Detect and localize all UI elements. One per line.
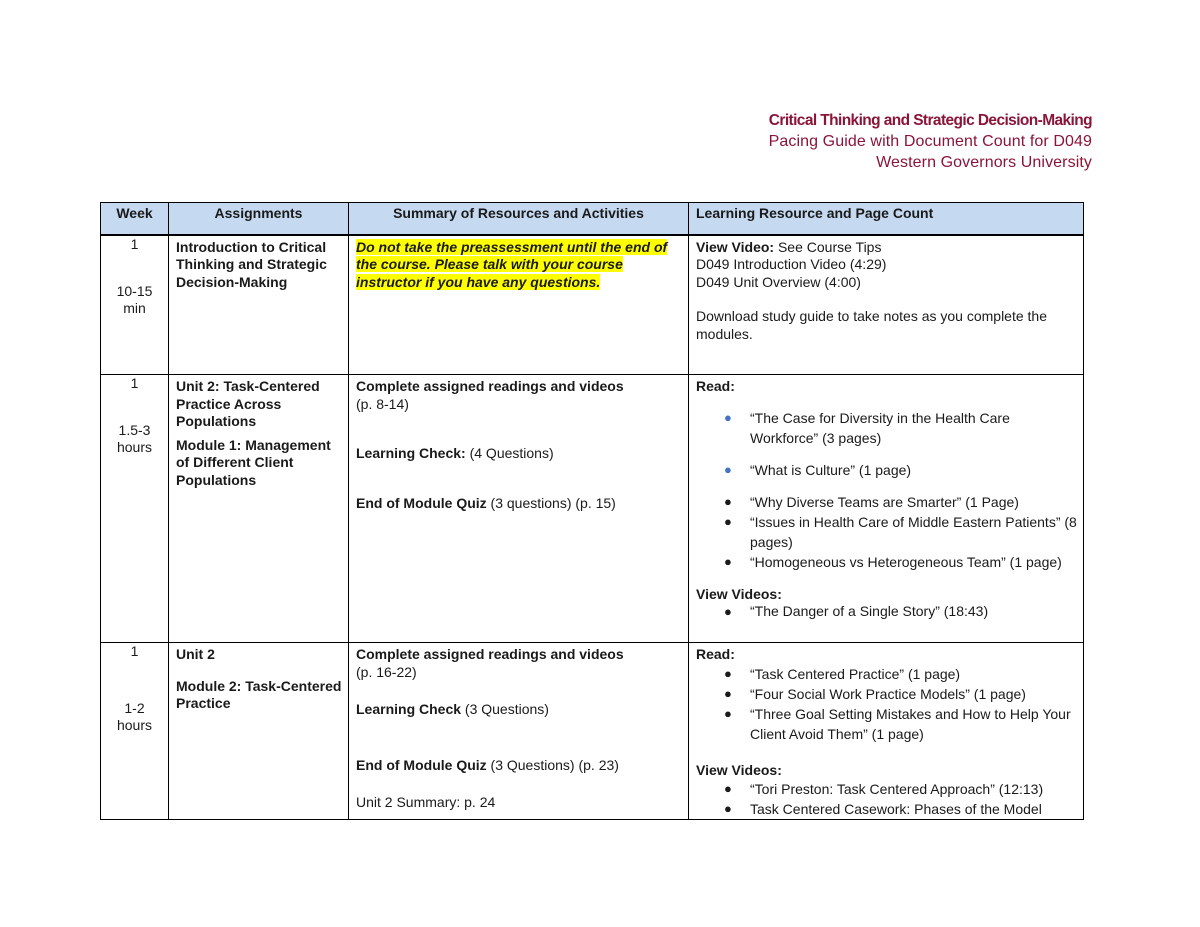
bullet-icon: ●: [724, 781, 732, 796]
list-item: ● Task Centered Casework: Phases of the Model: [724, 801, 1042, 817]
duration: 1-2 hours: [116, 700, 153, 733]
list-item: ● “What is Culture” (1 page): [724, 461, 912, 478]
video-list: [696, 603, 1077, 620]
resources-cell: [689, 235, 1084, 375]
read-label: Read:: [696, 646, 735, 662]
bullet-icon: ●: [724, 513, 732, 529]
column-header-resources: Learning Resource and Page Count: [689, 203, 1084, 235]
read-label: Read:: [696, 378, 735, 394]
module-quiz-text: (3 Questions) (p. 23): [486, 756, 619, 773]
list-item: ● “The Case for Diversity in the Health Care Workforce” (3 pages): [724, 409, 1010, 446]
bullet-icon: ●: [724, 801, 732, 816]
assignment-cell: [169, 375, 349, 643]
column-header-summary: Summary of Resources and Activities: [349, 203, 689, 235]
bullet-icon: ●: [724, 553, 732, 569]
pacing-guide-table: [100, 202, 1084, 820]
learning-check-label: Learning Check: [356, 701, 462, 717]
week-number: 1: [130, 643, 139, 659]
module-quiz-text: (3 questions) (p. 15): [486, 494, 616, 511]
table-row: [101, 235, 1084, 375]
table-row: [101, 375, 1084, 643]
module-quiz-line: [356, 757, 682, 775]
list-item: ● “Issues in Health Care of Middle Eastern Patients” (8 pages): [724, 513, 1077, 550]
bullet-icon: ●: [724, 685, 732, 701]
assignment-cell: [169, 235, 349, 375]
resources-cell: [689, 643, 1084, 820]
module-title: Module 2: Task-Centered Practice: [176, 677, 342, 711]
reading-list: [696, 408, 1077, 572]
preassessment-warning: Do not take the preassessment until the end of the course. Please talk with your course instructor if you have any questions.: [356, 238, 668, 290]
list-item: ● “Why Diverse Teams are Smarter” (1 Page): [724, 493, 1019, 510]
duration: 1.5-3 hours: [116, 422, 153, 455]
column-header-assignments: Assignments: [169, 203, 349, 235]
summary-cell: [349, 235, 689, 375]
study-guide-note: Download study guide to take notes as you complete the modules.: [696, 308, 1047, 342]
assignment-cell: [169, 643, 349, 820]
list-item: ● “Homogeneous vs Heterogeneous Team” (1 page): [724, 553, 1062, 570]
learning-check-line: [356, 701, 682, 719]
learning-check-line: [356, 445, 682, 463]
bullet-icon: ●: [724, 493, 732, 509]
document-subtitle: Pacing Guide with Document Count for D049: [768, 133, 1092, 150]
unit-title: Unit 2: Task-Centered Practice Across Populations: [176, 378, 320, 429]
week-cell: [101, 643, 169, 820]
bullet-icon: ●: [724, 705, 732, 721]
list-item: ● “Tori Preston: Task Centered Approach” (12:13): [724, 781, 1044, 797]
course-title: Critical Thinking and Strategic Decision-Making: [768, 112, 1092, 129]
table-header-row: [101, 203, 1084, 235]
week-number: 1: [130, 235, 139, 252]
resources-cell: [689, 375, 1084, 643]
bullet-icon: ●: [724, 409, 732, 425]
bullet-icon: ●: [724, 665, 732, 681]
view-videos-label: View Videos:: [696, 761, 782, 778]
list-item: ● “Three Goal Setting Mistakes and How to Help Your Client Avoid Them” (1 page): [724, 705, 1071, 742]
view-video-text: See Course Tips: [774, 238, 882, 255]
resource-line: D049 Unit Overview (4:00): [696, 273, 861, 290]
table-row: [101, 643, 1084, 820]
learning-check-text: (4 Questions): [465, 445, 554, 461]
learning-check-label: Learning Check:: [356, 445, 466, 461]
view-video-line: [696, 239, 1077, 257]
summary-cell: [349, 375, 689, 643]
module-quiz-label: End of Module Quiz: [356, 756, 487, 773]
week-cell: [101, 235, 169, 375]
video-list: [696, 779, 1077, 819]
unit-summary: Unit 2 Summary: p. 24: [356, 794, 496, 810]
list-item: ● “Four Social Work Practice Models” (1 page): [724, 685, 1026, 702]
document-header: [769, 110, 1092, 173]
reading-list: [696, 664, 1077, 744]
module-quiz-label: End of Module Quiz: [356, 494, 487, 511]
bullet-icon: ●: [724, 461, 732, 477]
resource-line: D049 Introduction Video (4:29): [696, 256, 887, 272]
module-quiz-line: [356, 495, 682, 513]
week-number: 1: [130, 375, 139, 391]
summary-cell: [349, 643, 689, 820]
duration: 10-15 min: [116, 282, 153, 316]
module-title: Module 1: Management of Different Client Populations: [176, 436, 331, 488]
list-item: ● “Task Centered Practice” (1 page): [724, 665, 961, 682]
readings-label: Complete assigned readings and videos: [356, 378, 624, 394]
learning-check-text: (3 Questions): [461, 701, 549, 717]
readings-label: Complete assigned readings and videos: [356, 646, 624, 662]
unit-title: Unit 2: [176, 646, 215, 662]
view-video-label: View Video:: [696, 238, 775, 255]
week-cell: [101, 375, 169, 643]
readings-pages: (p. 8-14): [356, 395, 409, 412]
list-item: ● “The Danger of a Single Story” (18:43): [724, 603, 989, 619]
column-header-week: Week: [101, 203, 169, 235]
bullet-icon: ●: [724, 604, 732, 619]
institution-name: Western Governors University: [876, 154, 1092, 171]
assignment-title: Introduction to Critical Thinking and Strategic Decision-Making: [176, 238, 327, 290]
readings-pages: (p. 16-22): [356, 663, 417, 680]
view-videos-label: View Videos:: [696, 585, 782, 602]
